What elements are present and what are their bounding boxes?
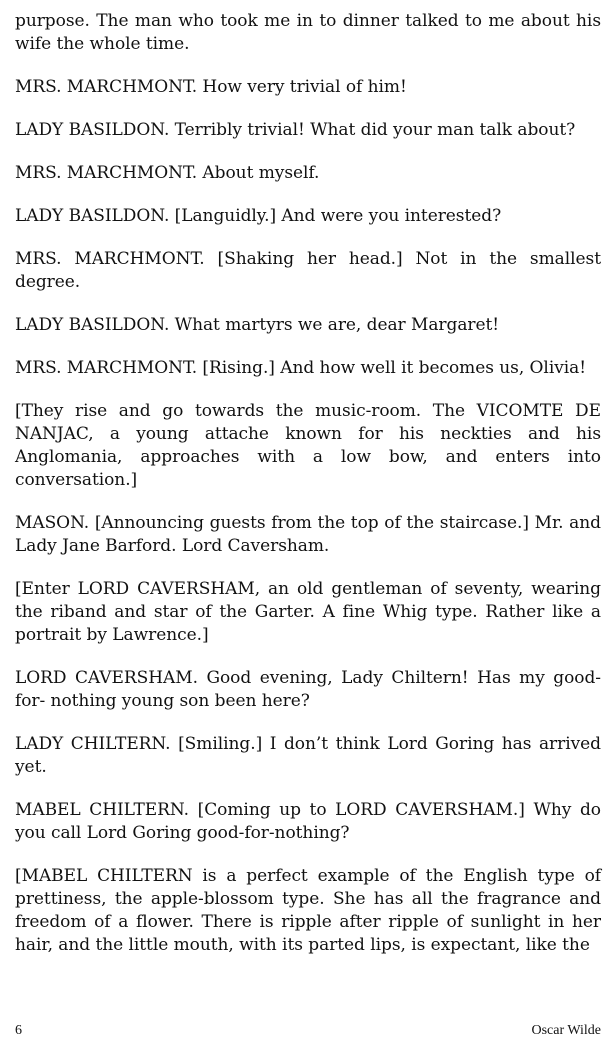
page-number: 6 [15, 1023, 22, 1038]
paragraph: LADY CHILTERN. [Smiling.] I don’t think Lord Goring has arrived yet. [15, 734, 601, 777]
paragraph: MRS. MARCHMONT. How very trivial of him! [15, 77, 407, 97]
paragraph: MRS. MARCHMONT. [Shaking her head.] Not in the smallest degree. [15, 249, 601, 292]
stage-direction: [They rise and go towards the music-room. The VICOMTE DE NANJAC, a young attache known for his neckties and his Anglomania, approaches with a low bow, and enters into conversation.] [15, 401, 601, 490]
paragraph: MASON. [Announcing guests from the top of the staircase.] Mr. and Lady Jane Barford. Lord Caversham. [15, 513, 601, 556]
paragraph: LADY BASILDON. What martyrs we are, dear Margaret! [15, 315, 500, 335]
paragraph: MRS. MARCHMONT. [Rising.] And how well it becomes us, Olivia! [15, 358, 587, 378]
running-footer-author: Oscar Wilde [531, 1023, 601, 1038]
paragraph: MRS. MARCHMONT. About myself. [15, 163, 320, 183]
paragraph: LORD CAVERSHAM. Good evening, Lady Chiltern! Has my good-for- nothing young son been here? [15, 668, 601, 711]
stage-direction: [Enter LORD CAVERSHAM, an old gentleman of seventy, wearing the riband and star of the Garter. A fine Whig type. Rather like a portrait by Lawrence.] [15, 579, 601, 645]
stage-direction: [MABEL CHILTERN is a perfect example of the English type of prettiness, the apple-blossom type. She has all the fragrance and freedom of a flower. There is ripple after ripple of sunlight in her hair, and the little mouth, with its parted lips, is expectant, like the [15, 866, 601, 955]
paragraph: LADY BASILDON. [Languidly.] And were you interested? [15, 206, 502, 226]
body-text [15, 10, 601, 977]
paragraph: MABEL CHILTERN. [Coming up to LORD CAVERSHAM.] Why do you call Lord Goring good-for-nothing? [15, 800, 601, 843]
paragraph: purpose. The man who took me in to dinner talked to me about his wife the whole time. [15, 11, 601, 54]
paragraph: LADY BASILDON. Terribly trivial! What did your man talk about? [15, 120, 576, 140]
